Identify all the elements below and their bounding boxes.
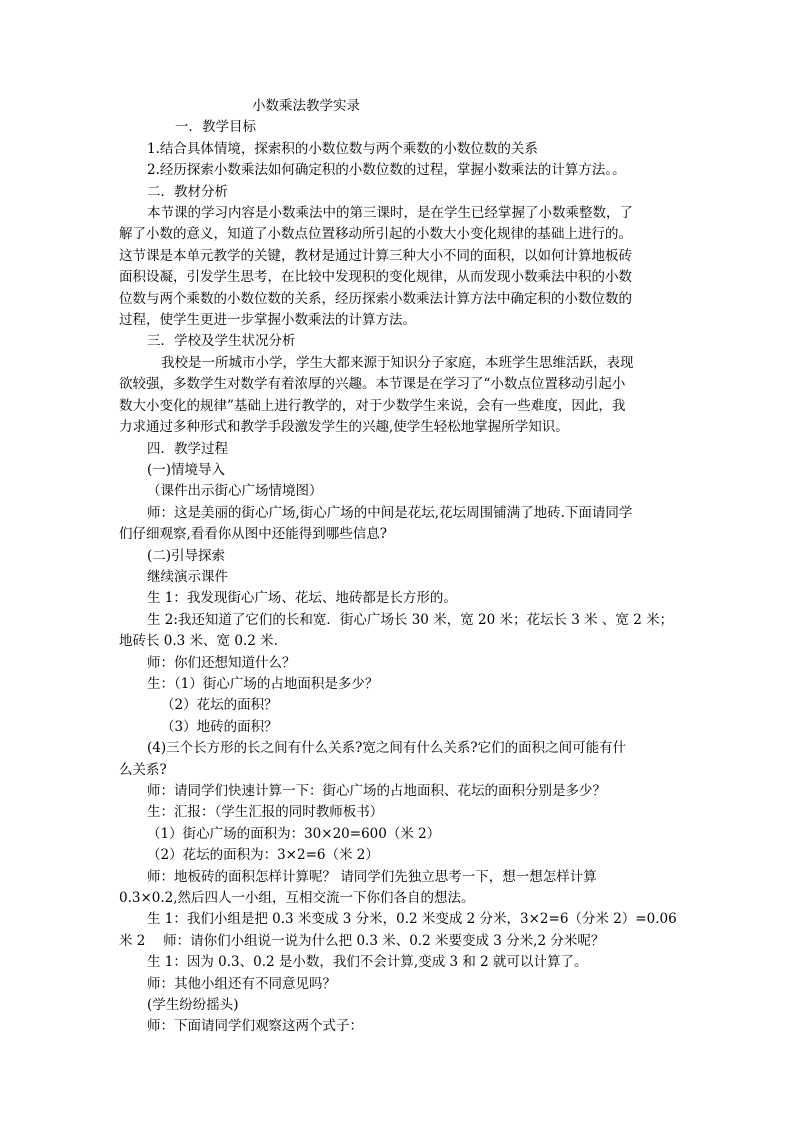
dialogue-line: 生：（1）街心广场的占地面积是多少？ bbox=[147, 675, 379, 692]
dialogue-line: 师：地板砖的面积怎样计算呢？ 请同学们先独立思考一下，想一想怎样计算 bbox=[147, 868, 597, 885]
dialogue-line: 地砖长 0.3 米、宽 0.2 米. bbox=[119, 633, 278, 650]
paragraph-line: 我校是一所城市小学，学生大都来源于知识分子家庭，本班学生思维活跃，表现 bbox=[161, 354, 634, 371]
subheading: (一)情境导入 bbox=[147, 461, 226, 478]
dialogue-line: 生 1：我们小组是把 0.3 米变成 3 分米，0.2 米变成 2 分米，3×2=6（分米 2）=0.06 bbox=[147, 911, 677, 928]
objective-item: 2.经历探索小数乘法如何确定积的小数位数的过程，掌握小数乘法的计算方法。。 bbox=[147, 162, 626, 179]
dialogue-line: 生 1：我发现街心广场、花坛、地砖都是长方形的。 bbox=[147, 590, 457, 607]
dialogue-line: 们仔细观察,看看你从图中还能得到哪些信息? bbox=[119, 526, 388, 543]
dialogue-line: 米 2 师：请你们小组说一说为什么把 0.3 米、0.2 米要变成 3 分米,2 分米呢？ bbox=[119, 932, 605, 949]
dialogue-line: 0.3×0.2,然后四人一小组，互相交流一下你们各自的想法。 bbox=[119, 890, 475, 907]
dialogue-line: (4)三个长方形的长之间有什么关系?宽之间有什么关系?它们的面积之间可能有什 bbox=[147, 740, 627, 757]
dialogue-line: （3）地砖的面积？ bbox=[161, 718, 278, 735]
dialogue-line: 生 2:我还知道了它们的长和宽．街心广场长 30 米，宽 20 米；花坛长 3 米 、宽 2 米； bbox=[147, 611, 674, 628]
dialogue-line: 师：你们还想知道什么？ bbox=[147, 654, 296, 671]
objective-item: 1.结合具体情境，探索积的小数位数与两个乘数的小数位数的关系 bbox=[147, 140, 538, 157]
paragraph-line: 欲较强，多数学生对数学有着浓厚的兴趣。本节课是在学习了“小数点位置移动引起小 bbox=[119, 376, 626, 393]
dialogue-line: 生：汇报：（学生汇报的同时教师板书） bbox=[147, 804, 384, 821]
paragraph-line: 过程，使学生更进一步掌握小数乘法的计算方法。 bbox=[119, 312, 416, 329]
dialogue-line: 么关系? bbox=[119, 761, 167, 778]
dialogue-line: 师：其他小组还有不同意见吗？ bbox=[147, 975, 336, 992]
dialogue-line: 师：下面请同学们观察这两个式子： bbox=[147, 1018, 363, 1035]
dialogue-line: 师：请同学们快速计算一下：街心广场的占地面积、花坛的面积分别是多少？ bbox=[147, 783, 606, 799]
paragraph-line: 力求通过多种形式和教学手段激发学生的兴趣,使学生轻松地掌握所学知识。 bbox=[119, 419, 569, 436]
section-heading-process: 四．教学过程 bbox=[147, 440, 228, 457]
document-title: 小数乘法教学实录 bbox=[252, 98, 360, 114]
paragraph-line: 位数与两个乘数的小数位数的关系，经历探索小数乘法计算方法中确定积的小数位数的 bbox=[119, 290, 632, 307]
stage-direction: 继续演示课件 bbox=[147, 568, 228, 585]
stage-direction: (学生纷纷摇头) bbox=[147, 997, 239, 1014]
paragraph-line: 解了小数的意义，知道了小数点位置移动所引起的小数大小变化规律的基础上进行的。 bbox=[119, 226, 632, 243]
paragraph-line: 本节课的学习内容是小数乘法中的第三课时，是在学生已经掌握了小数乘整数，了 bbox=[147, 205, 633, 222]
dialogue-line: （1）街心广场的面积为：30×20=600（米 2） bbox=[147, 825, 441, 842]
dialogue-line: 师：这是美丽的街心广场,街心广场的中间是花坛,花坛周围铺满了地砖.下面请同学 bbox=[147, 504, 633, 521]
stage-direction: （课件出示街心广场情境图） bbox=[147, 483, 323, 500]
subheading: (二)引导探索 bbox=[147, 547, 226, 564]
paragraph-line: 面积设凝，引发学生思考，在比较中发现积的变化规律，从而发现小数乘法中积的小数 bbox=[119, 269, 632, 286]
paragraph-line: 这节课是本单元教学的关键，教材是通过计算三种大小不同的面积，以如何计算地板砖 bbox=[119, 247, 632, 264]
document-body bbox=[119, 96, 679, 1038]
section-heading-students: 三．学校及学生状况分析 bbox=[147, 333, 296, 350]
dialogue-line: 生 1：因为 0.3、0.2 是小数，我们不会计算,变成 3 和 2 就可以计算了。 bbox=[147, 954, 588, 971]
dialogue-line: （2）花坛的面积？ bbox=[161, 697, 278, 714]
section-heading-material: 二．教材分析 bbox=[147, 183, 228, 200]
section-heading-objectives: 一．教学目标 bbox=[175, 119, 256, 136]
dialogue-line: （2）花坛的面积为：3×2=6（米 2） bbox=[147, 847, 379, 864]
paragraph-line: 数大小变化的规律”基础上进行教学的，对于少数学生来说，会有一些难度，因此，我 bbox=[119, 397, 626, 414]
